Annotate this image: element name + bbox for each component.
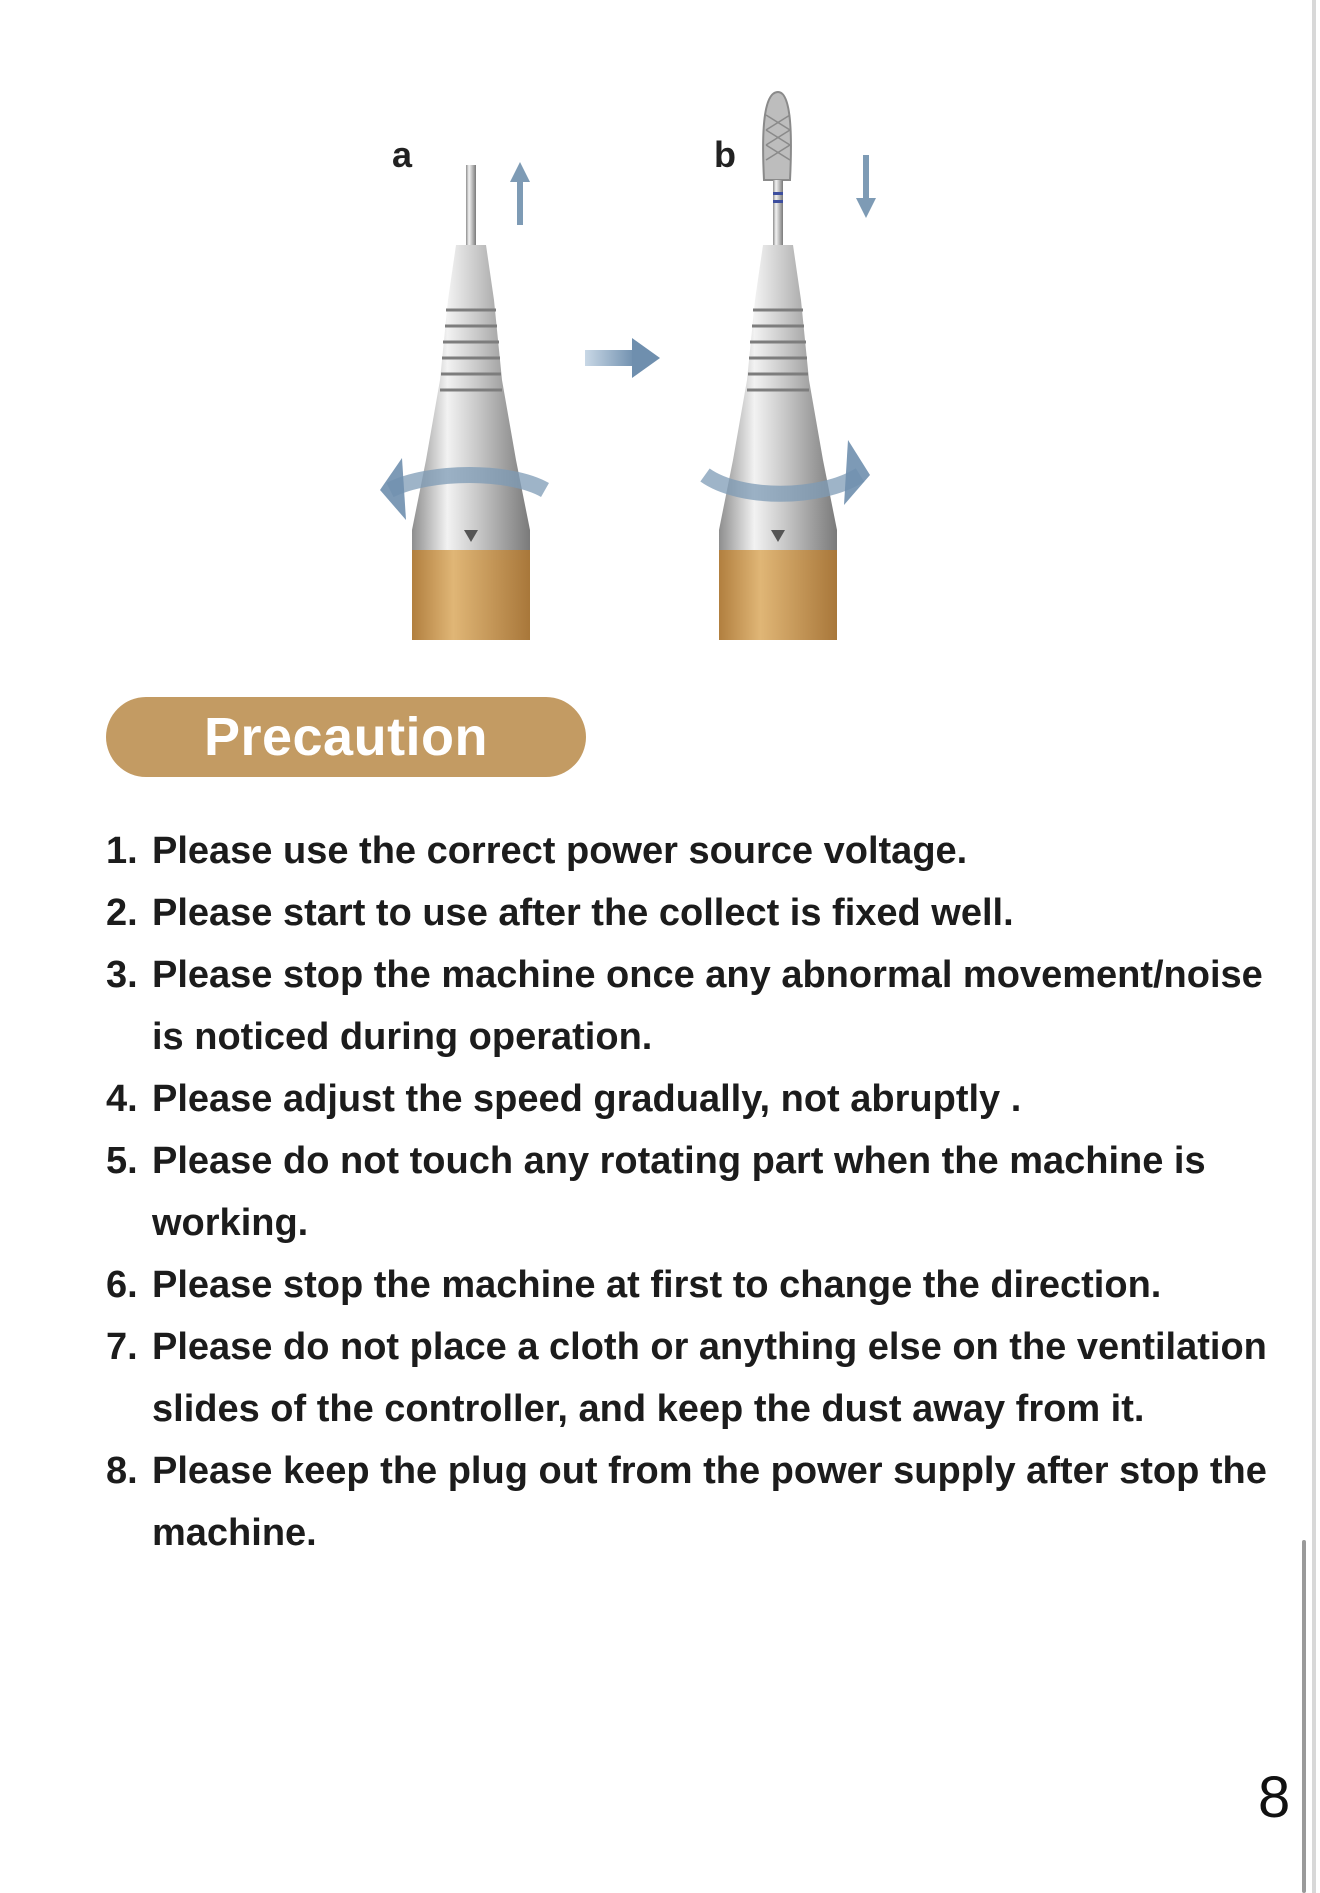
step-arrow xyxy=(585,338,660,378)
list-item-number: 4. xyxy=(106,1078,138,1120)
list-item xyxy=(106,1254,1296,1316)
figure-label-a: a xyxy=(392,134,413,175)
list-item-number: 6. xyxy=(106,1264,138,1306)
figure-label-b: b xyxy=(714,134,736,175)
list-item xyxy=(106,1316,1296,1440)
page-edge-divider xyxy=(1312,0,1316,1893)
handpiece-diagram xyxy=(370,80,930,640)
page-number: 8 xyxy=(1258,1765,1291,1830)
precaution-title: Precaution xyxy=(203,707,489,767)
list-item-number: 8. xyxy=(106,1450,138,1492)
list-item-number: 3. xyxy=(106,954,138,996)
list-item-text: Please do not touch any rotating part when the machine is working. xyxy=(152,1140,1206,1244)
list-item-text: Please start to use after the collect is fixed well. xyxy=(152,892,1014,934)
list-item xyxy=(106,944,1296,1068)
scrollbar-thumb[interactable] xyxy=(1302,1540,1306,1893)
list-item xyxy=(106,1068,1296,1130)
handpiece-a xyxy=(380,162,545,640)
list-item-text: Please stop the machine at first to change the direction. xyxy=(152,1264,1162,1306)
precaution-list xyxy=(106,820,1296,1564)
list-item-text: Please use the correct power source voltage. xyxy=(152,830,968,872)
handpiece-illustration xyxy=(370,80,930,640)
list-item-number: 5. xyxy=(106,1140,138,1182)
list-item-number: 1. xyxy=(106,830,138,872)
list-item xyxy=(106,1440,1296,1564)
precaution-banner xyxy=(106,697,586,777)
list-item xyxy=(106,820,1296,882)
list-item-text: Please keep the plug out from the power supply after stop the machine. xyxy=(152,1450,1267,1554)
list-item-number: 7. xyxy=(106,1326,138,1368)
list-item-text: Please do not place a cloth or anything else on the ventilation slides of the controller, and keep the dust away from it. xyxy=(152,1326,1267,1430)
list-item xyxy=(106,1130,1296,1254)
list-item-number: 2. xyxy=(106,892,138,934)
list-item xyxy=(106,882,1296,944)
list-item-text: Please adjust the speed gradually, not abruptly . xyxy=(152,1078,1022,1120)
list-item-text: Please stop the machine once any abnormal movement/noise is noticed during operation. xyxy=(152,954,1263,1058)
